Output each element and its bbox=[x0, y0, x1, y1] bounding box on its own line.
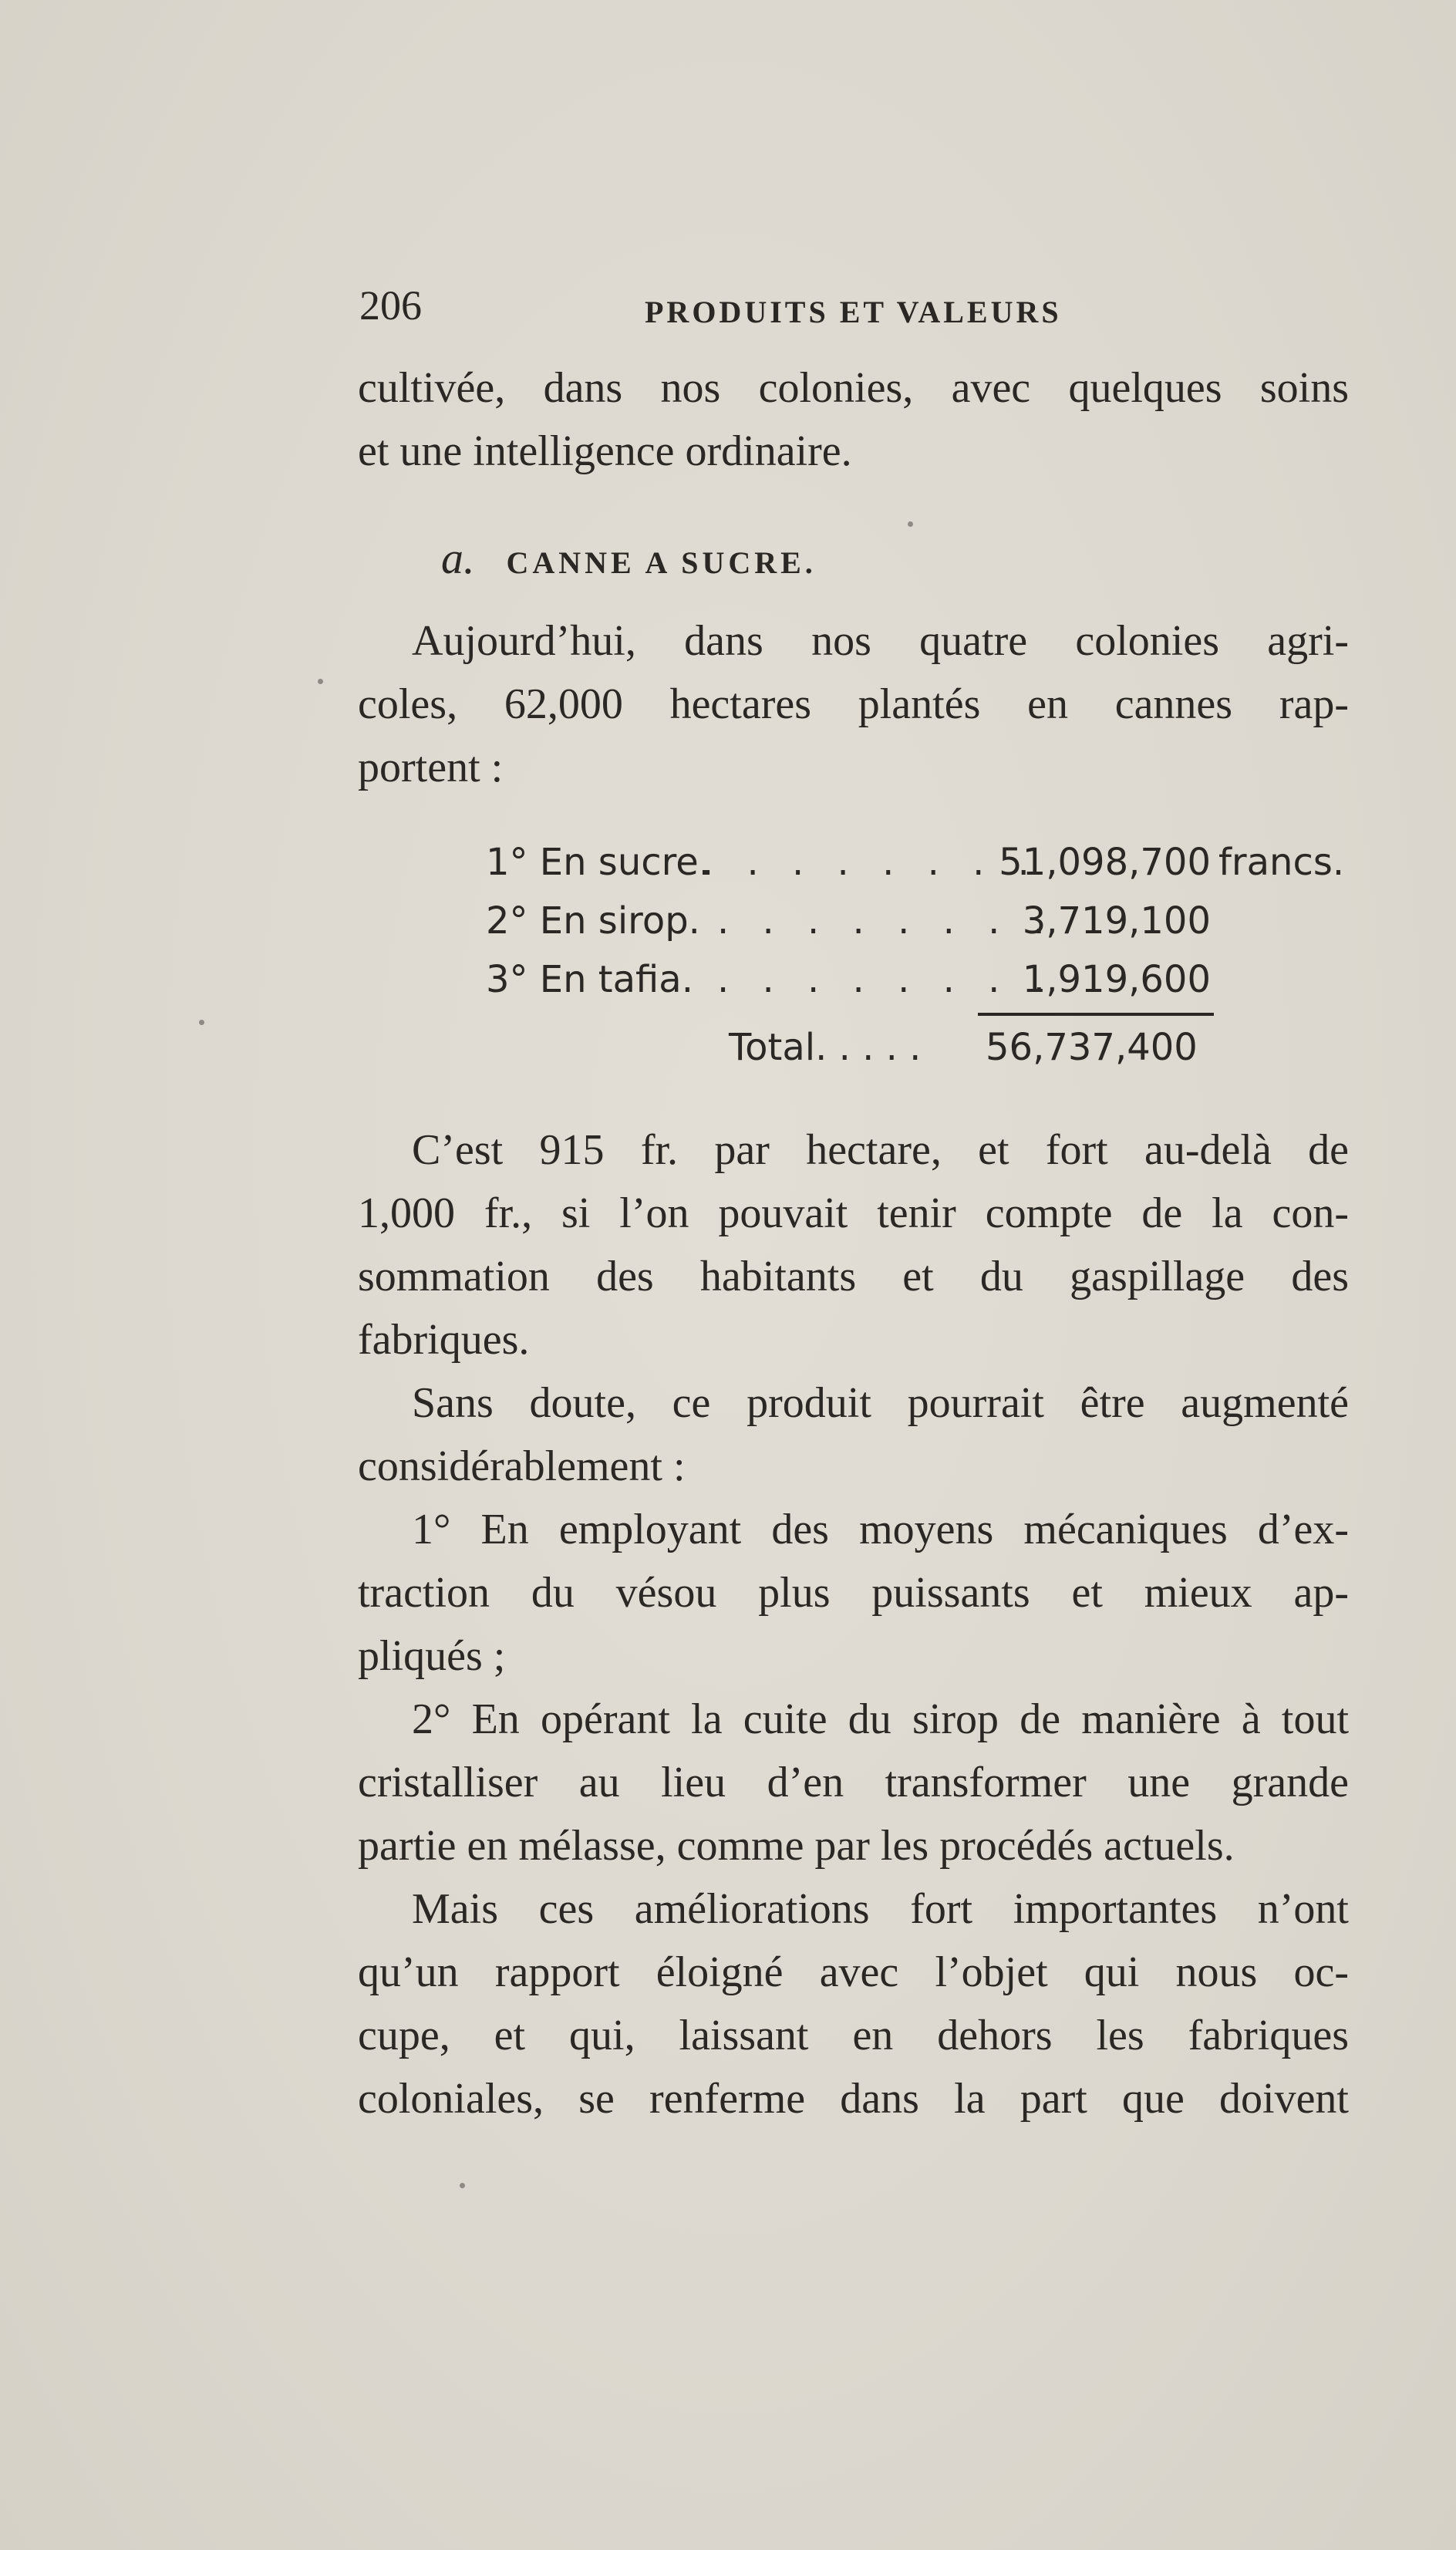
table-row bbox=[486, 958, 1342, 1017]
row-label: 3° En tafia. bbox=[486, 958, 693, 1001]
paper-speck bbox=[199, 1020, 204, 1025]
row-leader-dots: . . . . . . . . bbox=[717, 958, 1056, 1001]
paragraph-line: partie en mélasse, comme par les procédés actuels. bbox=[358, 1822, 1235, 1870]
row-leader-dots: . . . . . . . . bbox=[717, 899, 1056, 943]
section-letter: a. bbox=[441, 533, 475, 583]
paragraph-line: qu’un rapport éloigné avec l’objet qui nous oc- bbox=[358, 1948, 1349, 1996]
running-head: PRODUITS ET VALEURS bbox=[645, 295, 1062, 329]
paragraph-line: sommation des habitants et du gaspillage des bbox=[358, 1253, 1349, 1300]
paragraph-line: 2° En opérant la cuite du sirop de manière à tout bbox=[412, 1695, 1349, 1743]
page-header bbox=[359, 282, 1354, 336]
row-label: 2° En sirop. bbox=[486, 899, 700, 943]
total-amount: 56,737,400 bbox=[986, 1026, 1198, 1069]
paragraph-line: coles, 62,000 hectares plantés en cannes rap- bbox=[358, 680, 1349, 728]
table-row bbox=[486, 841, 1345, 899]
paragraph-line: traction du vésou plus puissants et mieux ap- bbox=[358, 1569, 1349, 1617]
row-amount: 51,098,700 bbox=[999, 841, 1211, 884]
row-leader-dots: . . . . . . . . bbox=[702, 841, 1040, 884]
table-row bbox=[486, 899, 1342, 958]
paragraph-line: considérablement : bbox=[358, 1442, 686, 1490]
paragraph-hectares bbox=[358, 609, 1349, 799]
sum-rule bbox=[978, 1013, 1214, 1016]
total-row bbox=[729, 1026, 1346, 1069]
paragraph-line: Mais ces améliorations fort importantes n’ont bbox=[412, 1885, 1349, 1933]
paper-speck bbox=[318, 679, 323, 684]
intro-line: cultivée, dans nos colonies, avec quelques soins bbox=[358, 364, 1349, 412]
row-unit: francs. bbox=[1218, 841, 1345, 884]
paper-speck bbox=[460, 2183, 465, 2188]
paragraph-line: pliqués ; bbox=[358, 1632, 506, 1680]
paragraph-per-hectare bbox=[358, 1118, 1349, 1371]
paragraph-point-2 bbox=[358, 1688, 1349, 1877]
row-amount: 3,719,100 bbox=[1022, 899, 1211, 943]
paragraph-point-1 bbox=[358, 1498, 1349, 1688]
paragraph-augmentation bbox=[358, 1371, 1349, 1498]
paragraph-line: C’est 915 fr. par hectare, et fort au-delà de bbox=[412, 1126, 1349, 1174]
page-number: 206 bbox=[359, 282, 422, 329]
total-label: Total. . . . . bbox=[729, 1026, 922, 1069]
paragraph-line: coloniales, se renferme dans la part que doivent bbox=[358, 2075, 1349, 2123]
production-table bbox=[486, 841, 1345, 1017]
row-label: 1° En sucre. bbox=[486, 841, 711, 884]
paragraph-line: Sans doute, ce produit pourrait être augmenté bbox=[412, 1379, 1349, 1427]
paragraph-line: Aujourd’hui, dans nos quatre colonies agri- bbox=[412, 617, 1349, 665]
paragraph-line: fabriques. bbox=[358, 1316, 530, 1364]
paper-speck bbox=[908, 521, 913, 527]
section-heading bbox=[441, 532, 817, 584]
paragraph-line: cupe, et qui, laissant en dehors les fabriques bbox=[358, 2012, 1349, 2059]
intro-text bbox=[358, 356, 1349, 483]
paragraph-improvements bbox=[358, 1877, 1349, 2130]
intro-line: et une intelligence ordinaire. bbox=[358, 427, 852, 475]
paragraph-line: cristalliser au lieu d’en transformer une grande bbox=[358, 1759, 1349, 1806]
paragraph-line: 1° En employant des moyens mécaniques d’ex- bbox=[412, 1506, 1349, 1553]
paragraph-line: 1,000 fr., si l’on pouvait tenir compte de la con- bbox=[358, 1189, 1349, 1237]
section-title: CANNE A SUCRE. bbox=[506, 545, 817, 580]
row-amount: 1,919,600 bbox=[1022, 958, 1211, 1001]
paragraph-line: portent : bbox=[358, 744, 504, 791]
